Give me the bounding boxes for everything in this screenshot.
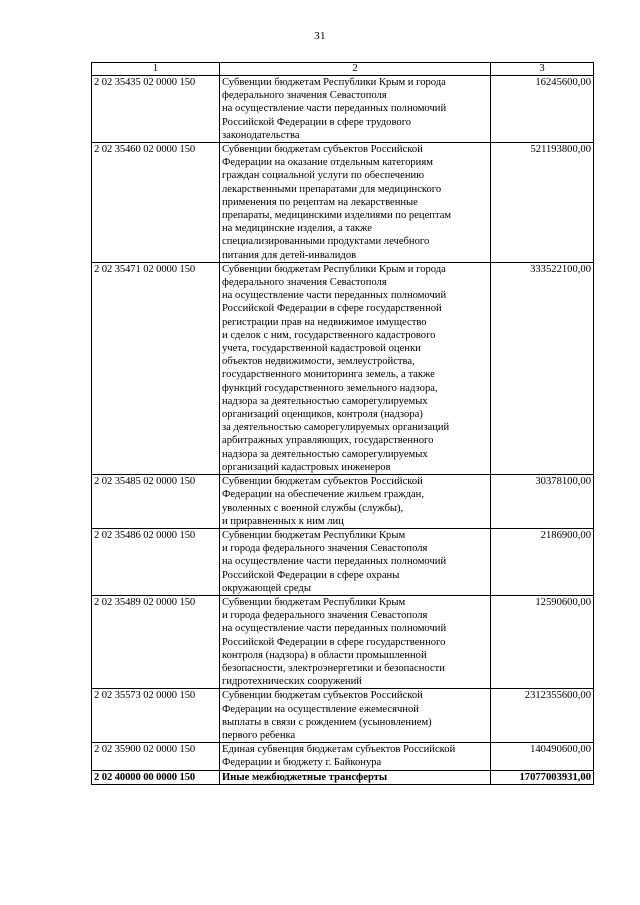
description-line: Российской Федерации в сфере трудового <box>222 116 412 128</box>
description-line: Российской Федерации в сфере государственной <box>222 303 442 315</box>
description-cell <box>220 143 491 263</box>
description-line: и города федерального значения Севастополя <box>222 543 428 555</box>
description-line: учета, государственной кадастровой оценки <box>222 343 421 355</box>
table-body <box>92 76 594 771</box>
budget-code-cell: 2 02 35485 02 0000 150 <box>92 475 220 529</box>
description-line: организаций кадастровых инженеров <box>222 461 391 473</box>
description-line: Федерации на оказание отдельным категориям <box>222 157 433 169</box>
total-amount: 17077003931,00 <box>491 770 594 784</box>
description-line: на медицинские изделия, а также <box>222 223 372 235</box>
column-header-3: 3 <box>491 63 594 76</box>
description-cell <box>220 76 491 143</box>
table-row <box>92 689 594 743</box>
description-line: Субвенции бюджетам Республики Крым и города <box>222 77 446 88</box>
description-line: и приравненных к ним лиц <box>222 515 344 527</box>
description-cell <box>220 475 491 529</box>
description-line: и сделок с ним, государственного кадастрового <box>222 329 436 341</box>
description-line: применения по рецептам на лекарственные <box>222 196 418 208</box>
table-row <box>92 262 594 474</box>
budget-code-cell: 2 02 35471 02 0000 150 <box>92 262 220 474</box>
description-line: регистрации прав на недвижимое имущество <box>222 316 427 328</box>
description-line: окружающей среды <box>222 582 311 594</box>
amount-cell: 521193800,00 <box>491 143 594 263</box>
total-name: Иные межбюджетные трансферты <box>220 770 491 784</box>
table-row <box>92 595 594 688</box>
budget-code-cell: 2 02 35486 02 0000 150 <box>92 528 220 595</box>
description-cell <box>220 689 491 743</box>
description-line: и города федерального значения Севастополя <box>222 610 428 622</box>
description-line: Российской Федерации в сфере государственного <box>222 636 446 648</box>
budget-code-cell: 2 02 35900 02 0000 150 <box>92 743 220 770</box>
description-line: Единая субвенция бюджетам субъектов Российской <box>222 744 456 756</box>
table-row <box>92 743 594 770</box>
description-line: надзора за деятельностью саморегулируемых <box>222 395 428 407</box>
description-line: Субвенции бюджетам Республики Крым <box>222 529 406 541</box>
description-line: федерального значения Севастополя <box>222 90 387 102</box>
budget-code-cell: 2 02 35460 02 0000 150 <box>92 143 220 263</box>
description-line: функций государственного земельного надзора, <box>222 382 438 394</box>
description-line: первого ребенка <box>222 729 296 741</box>
description-line: Российской Федерации в сфере охраны <box>222 569 400 581</box>
amount-cell: 333522100,00 <box>491 262 594 474</box>
description-line: Субвенции бюджетам Республики Крым и города <box>222 263 446 275</box>
table-row <box>92 528 594 595</box>
budget-code-cell: 2 02 35573 02 0000 150 <box>92 689 220 743</box>
description-line: законодательства <box>222 129 300 141</box>
description-line: специализированными продуктами лечебного <box>222 236 430 248</box>
budget-code-cell: 2 02 35489 02 0000 150 <box>92 595 220 688</box>
description-line: на осуществление части переданных полномочий <box>222 623 447 635</box>
description-line: Федерации на обеспечение жильем граждан, <box>222 489 424 501</box>
description-line: федерального значения Севастополя <box>222 277 387 289</box>
budget-table <box>91 62 594 785</box>
description-line: Федерации на осуществление ежемесячной <box>222 703 419 715</box>
table-row <box>92 76 594 143</box>
description-line: выплаты в связи с рождением (усыновлением) <box>222 716 432 728</box>
description-line: Субвенции бюджетам Республики Крым <box>222 596 406 608</box>
amount-cell: 16245600,00 <box>491 76 594 143</box>
total-code: 2 02 40000 00 0000 150 <box>92 770 220 784</box>
description-line: Субвенции бюджетам субъектов Российской <box>222 690 423 702</box>
table-header-row <box>92 63 594 76</box>
description-cell <box>220 743 491 770</box>
description-cell <box>220 262 491 474</box>
description-line: за деятельностью саморегулируемых организаций <box>222 422 450 434</box>
description-line: на осуществление части переданных полномочий <box>222 290 447 302</box>
table-row <box>92 475 594 529</box>
amount-cell: 140490600,00 <box>491 743 594 770</box>
budget-code-cell: 2 02 35435 02 0000 150 <box>92 76 220 143</box>
description-line: организаций оценщиков, контроля (надзора) <box>222 409 423 421</box>
description-line: Субвенции бюджетам субъектов Российской <box>222 144 423 156</box>
amount-cell: 2186900,00 <box>491 528 594 595</box>
description-cell <box>220 595 491 688</box>
description-line: гидротехнических сооружений <box>222 676 362 688</box>
description-line: арбитражных управляющих, государственного <box>222 435 434 447</box>
description-line: Федерации и бюджету г. Байконура <box>222 757 382 769</box>
description-line: граждан социальной услуги по обеспечению <box>222 170 425 182</box>
description-line: уволенных с военной службы (службы), <box>222 502 404 514</box>
description-line: объектов недвижимости, землеустройства, <box>222 356 415 368</box>
description-line: на осуществление части переданных полномочий <box>222 103 447 115</box>
description-cell <box>220 528 491 595</box>
description-line: контроля (надзора) в области промышленной <box>222 649 427 661</box>
amount-cell: 2312355600,00 <box>491 689 594 743</box>
page-number: 31 <box>314 30 326 42</box>
description-line: питания для детей-инвалидов <box>222 249 357 261</box>
description-line: препараты, медицинскими изделиями по рецептам <box>222 210 452 222</box>
total-row <box>92 770 594 784</box>
description-line: Субвенции бюджетам субъектов Российской <box>222 476 423 488</box>
description-line: на осуществление части переданных полномочий <box>222 556 447 568</box>
table-row <box>92 143 594 263</box>
description-line: государственного мониторинга земель, а также <box>222 369 435 381</box>
description-line: надзора за деятельностью саморегулируемых <box>222 448 428 460</box>
column-header-2: 2 <box>220 63 491 76</box>
amount-cell: 30378100,00 <box>491 475 594 529</box>
description-line: безопасности, электроэнергетики и безопасности <box>222 662 445 674</box>
amount-cell: 12590600,00 <box>491 595 594 688</box>
column-header-1: 1 <box>92 63 220 76</box>
description-line: лекарственными препаратами для медицинского <box>222 183 442 195</box>
